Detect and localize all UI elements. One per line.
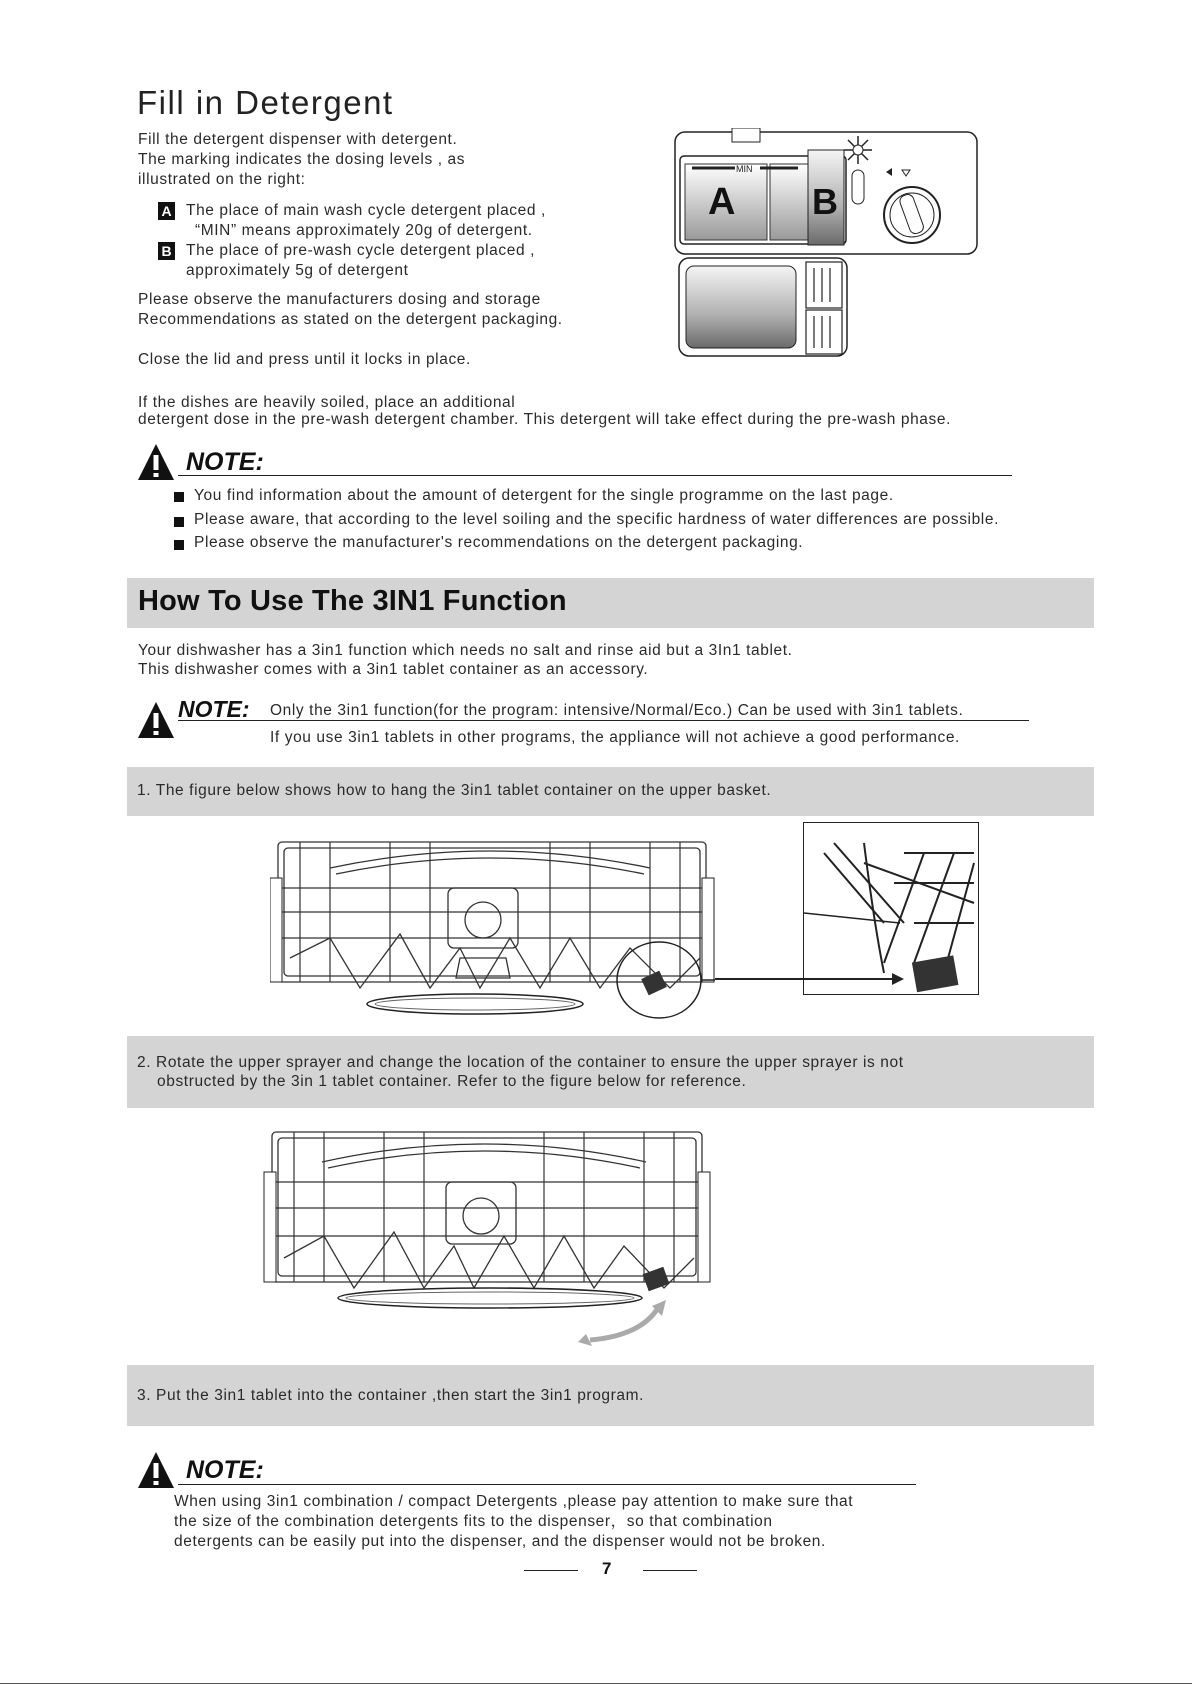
observe-line: Recommendations as stated on the detergent packaging.	[138, 311, 563, 328]
dispenser-illustration	[670, 128, 980, 360]
step-2-line1: 2. Rotate the upper sprayer and change the location of the container to ensure the upper sprayer is not	[137, 1054, 904, 1071]
page-bottom-line	[0, 1683, 1192, 1684]
note-line: When using 3in1 combination / compact Detergents ,please pay attention to make sure that	[174, 1493, 854, 1510]
pointer-arrow	[715, 978, 899, 980]
note-label: NOTE:	[186, 448, 264, 476]
step-2-line2: obstructed by the 3in 1 tablet container. Refer to the figure below for reference.	[157, 1073, 747, 1090]
page-rule-right	[643, 1570, 697, 1571]
note-bullet: Please aware, that according to the level soiling and the specific hardness of water differences are possible.	[194, 511, 999, 528]
note-underline	[178, 475, 1012, 476]
item-a-line2: “MIN” means approximately 20g of detergent.	[195, 222, 533, 239]
item-b-line1: The place of pre-wash cycle detergent placed ,	[186, 242, 535, 259]
item-a-marker: A	[158, 202, 175, 221]
intro-line: illustrated on the right:	[138, 171, 306, 188]
section-title-fill-detergent: Fill in Detergent	[137, 84, 394, 121]
intro-line: The marking indicates the dosing levels , as	[138, 151, 466, 168]
item-b-marker: B	[158, 242, 175, 261]
page-rule-left	[524, 1570, 578, 1571]
observe-line: Please observe the manufacturers dosing and storage	[138, 291, 541, 308]
bullet-square-icon	[174, 514, 184, 532]
item-b-line2: approximately 5g of detergent	[186, 262, 409, 279]
step-3-text: 3. Put the 3in1 tablet into the container ,then start the 3in1 program.	[137, 1387, 645, 1404]
upper-basket-figure	[270, 838, 715, 1020]
note-underline	[178, 720, 1029, 721]
warning-icon	[137, 442, 175, 482]
arrow-head-icon	[892, 973, 904, 985]
close-lid-line: Close the lid and press until it locks in place.	[138, 351, 471, 368]
note-underline	[178, 1484, 916, 1485]
note-line2: If you use 3in1 tablets in other programs, the appliance will not achieve a good performance.	[270, 729, 960, 746]
soiled-line: If the dishes are heavily soiled, place an additional	[138, 394, 516, 411]
min-label: MIN	[736, 164, 753, 174]
zoom-detail-inset	[803, 822, 979, 995]
bullet-square-icon	[174, 489, 184, 507]
note-line1: Only the 3in1 function(for the program: intensive/Normal/Eco.) Can be used with 3in1 tablets.	[270, 702, 964, 719]
warning-icon	[137, 1450, 175, 1490]
page-number: 7	[602, 1559, 612, 1578]
note-line: detergents can be easily put into the dispenser, and the dispenser would not be broken.	[174, 1533, 826, 1550]
intro-line: Your dishwasher has a 3in1 function which needs no salt and rinse aid but a 3In1 tablet.	[138, 642, 793, 659]
section-title-3in1: How To Use The 3IN1 Function	[138, 585, 567, 617]
warning-icon	[137, 700, 175, 740]
rotated-sprayer-figure	[260, 1128, 715, 1348]
intro-line: This dishwasher comes with a 3in1 tablet container as an accessory.	[138, 661, 649, 678]
note-bullet: Please observe the manufacturer's recommendations on the detergent packaging.	[194, 534, 804, 551]
chamber-b-label: B	[812, 181, 838, 222]
intro-line: Fill the detergent dispenser with detergent.	[138, 131, 458, 148]
step-1-text: 1. The figure below shows how to hang the 3in1 tablet container on the upper basket.	[137, 782, 772, 799]
chamber-a-label: A	[708, 181, 736, 223]
bullet-square-icon	[174, 537, 184, 555]
note-bullet: You find information about the amount of detergent for the single programme on the last page.	[194, 487, 894, 504]
soiled-line: detergent dose in the pre-wash detergent chamber. This detergent will take effect during the pre-wash phase.	[138, 411, 951, 428]
note-label: NOTE:	[178, 696, 250, 722]
note-label: NOTE:	[186, 1456, 264, 1484]
note-line: the size of the combination detergents fits to the dispenser，so that combination	[174, 1513, 773, 1530]
item-a-line1: The place of main wash cycle detergent placed ,	[186, 202, 546, 219]
